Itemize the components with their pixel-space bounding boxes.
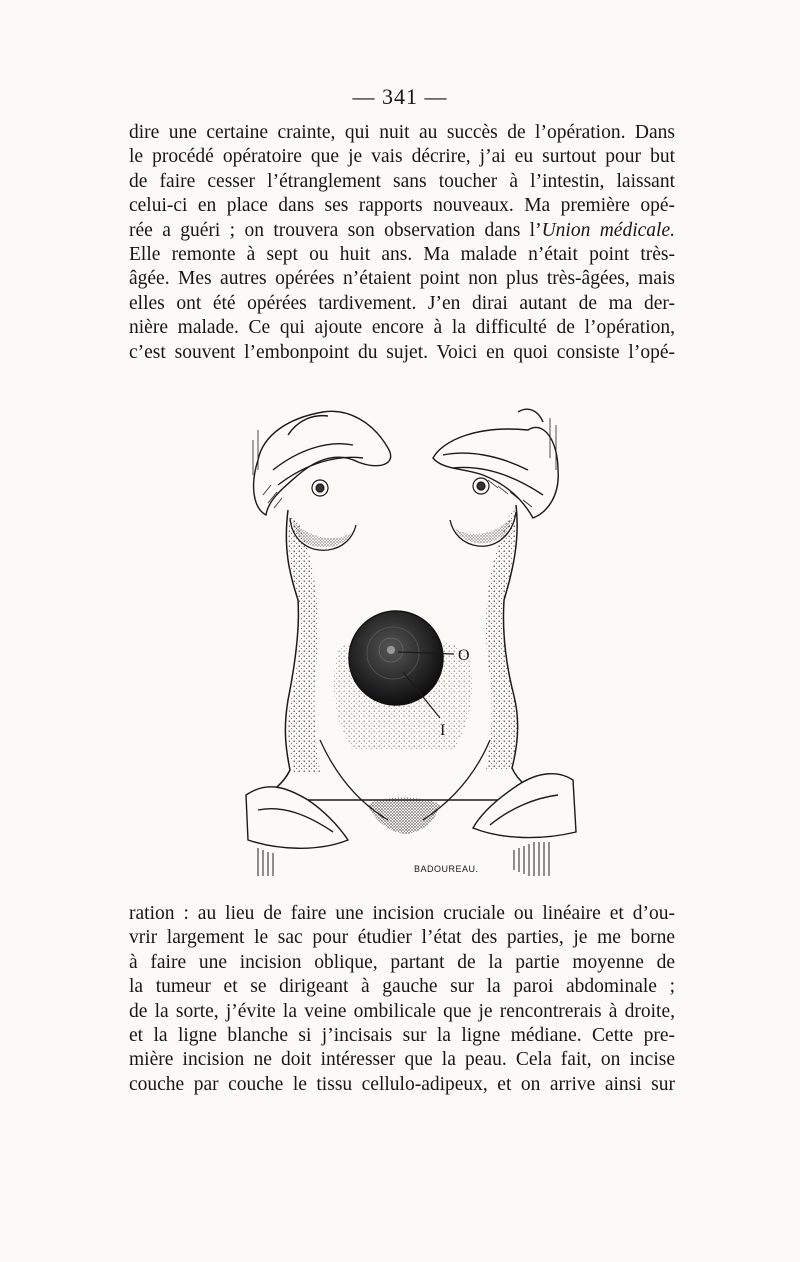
text-line: c’est souvent l’embonpoint du sujet. Voici en quoi consiste l’opé- <box>129 341 675 363</box>
text-line: elles ont été opérées tardivement. J’en dirai autant de ma der- <box>129 292 675 314</box>
anatomical-illustration <box>228 400 580 880</box>
text-line: âgée. Mes autres opérées n’étaient point non plus très-âgées, mais <box>129 268 675 290</box>
text-line: mière incision ne doit intéresser que la peau. Cela fait, on incise <box>129 1049 675 1071</box>
pubic-hair <box>368 798 440 835</box>
text-line-with-title <box>129 219 675 243</box>
text-line: de la sorte, j’évite la veine ombilicale que je rencontrerais à droite, <box>129 1000 675 1022</box>
nipples <box>312 478 489 496</box>
label-i: I <box>440 722 446 739</box>
text-line: la tumeur et se dirigeant à gauche sur la paroi abdominale ; <box>129 976 675 998</box>
text-line: nière malade. Ce qui ajoute encore à la difficulté de l’opération, <box>129 317 675 339</box>
text-line: de faire cesser l’étranglement sans toucher à l’intestin, laissant <box>129 170 675 192</box>
text-line-start: rée a guéri ; on trouvera son observation dans l’ <box>129 219 542 241</box>
text-line: dire une certaine crainte, qui nuit au succès de l’opération. Dans <box>129 122 675 143</box>
page-number: — 341 — <box>352 84 448 109</box>
torso-engraving <box>228 400 580 880</box>
text-line: le procédé opératoire que je vais décrire, j’ai eu surtout pour but <box>129 146 675 168</box>
text-line: Elle remonte à sept ou huit ans. Ma malade n’était point très- <box>129 243 675 265</box>
text-line: et la ligne blanche si j’incisais sur la ligne médiane. Cette pre- <box>129 1024 675 1046</box>
text-line: celui-ci en place dans ses rapports nouveaux. Ma première opé- <box>129 195 675 217</box>
drapery-top <box>254 409 559 518</box>
text-line: vrir largement le sac pour étudier l’état des parties, je me borne <box>129 927 675 949</box>
bottom-paragraph <box>129 902 675 1097</box>
engraver-signature: BADOUREAU. <box>414 864 479 874</box>
text-line: couche par couche le tissu cellulo-adipeux, et on arrive ainsi sur <box>129 1073 675 1095</box>
top-paragraph <box>129 121 675 365</box>
journal-title: Union médicale. <box>541 219 675 241</box>
text-line: à faire une incision oblique, partant de la partie moyenne de <box>129 951 675 973</box>
text-line: ration : au lieu de faire une incision cruciale ou linéaire et d’ou- <box>129 903 675 924</box>
hernia-tumor <box>349 611 443 705</box>
label-o: O <box>458 647 470 664</box>
